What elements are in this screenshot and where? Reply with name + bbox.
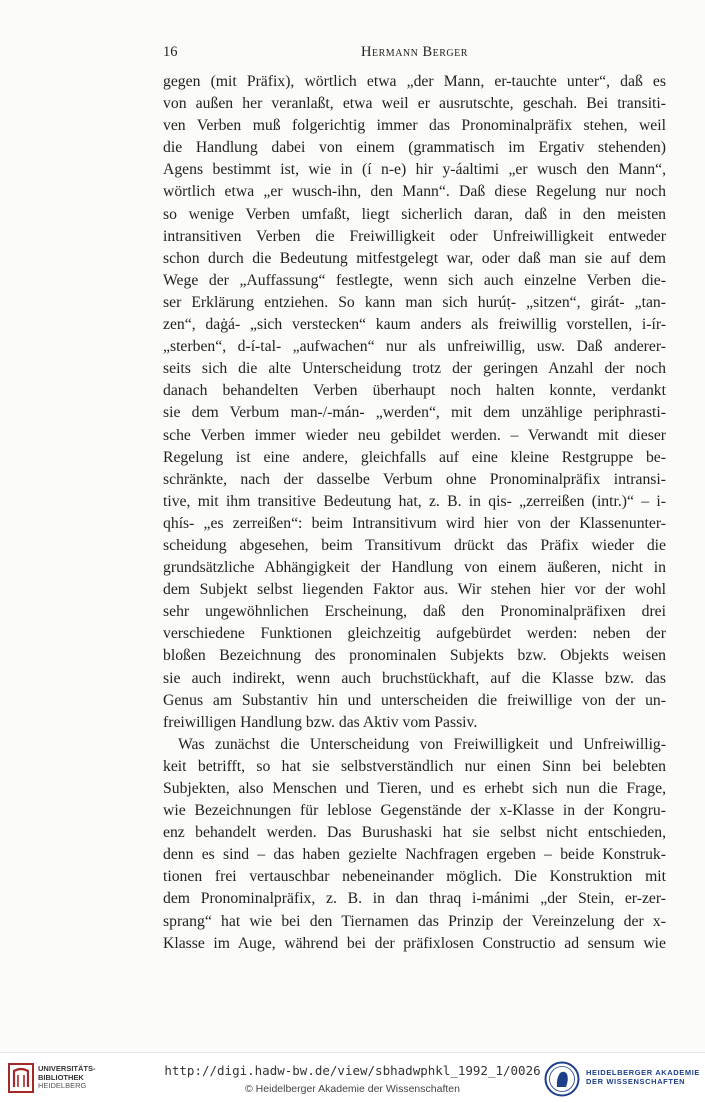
text-line: sie auch indirekt, wenn auch bruchstückhaft, auf die Klasse bzw. das [163, 669, 666, 687]
footer [0, 1053, 705, 1103]
text-line: tive, mit ihm transitive Bedeutung hat, z. B. in qis- „zerreißen (intr.)“ – i- [163, 492, 666, 510]
text-line: sie dem Verbum man-/-mán- „werden“, mit dem unzählige periphrasti- [163, 404, 666, 422]
academy-seal-icon[interactable] [544, 1061, 580, 1097]
page-number: 16 [163, 44, 178, 60]
paragraph-last-line: freiwilligen Handlung bzw. das Aktiv vom Passiv. [163, 713, 478, 731]
text-line: „sterben“, d-í-tal- „aufwachen“ nur als unfreiwillig, usw. Daß anderer- [163, 338, 666, 356]
text-line: dem Subjekt selbst liegenden Faktor aus. Wir stehen hier vor der wohl [163, 581, 666, 599]
text-line: Regelung ist eine andere, gleichfalls auf eine kleine Restgruppe be- [163, 448, 666, 466]
university-library-label: UNIVERSITÄTS- BIBLIOTHEK HEIDELBERG [38, 1064, 96, 1091]
academy-label: HEIDELBERGER AKADEMIE DER WISSENSCHAFTEN [586, 1068, 700, 1086]
text-line: Genus am Substantiv hin und unterscheiden die freiwillige von der un- [163, 691, 666, 709]
text-line: wörtlich etwa „er wusch-ihn, den Mann“. Daß diese Regelung nur noch [163, 183, 666, 201]
text-line: verschiedene Funktionen gleichzeitig aufgebürdet werden: neben der [163, 625, 666, 643]
text-line: Subjekten, also Menschen und Tieren, und es erhebt sich nun die Frage, [163, 780, 666, 797]
text-line: enz behandelt werden. Das Burushaski hat sie selbst nicht entschieden, [163, 824, 666, 842]
source-url-link[interactable]: http://digi.hadw-bw.de/view/sbhadwphkl_1992_1/0026 [164, 1063, 541, 1078]
text-line: ven Verben muß folgerichtig immer das Pronominalpräfix stehen, weil [163, 117, 666, 135]
text-line: schon durch die Bedeutung mitfestgelegt war, oder daß man sie auf dem [163, 249, 666, 267]
text-line: sche Verben immer wieder neu gebildet werden. – Verwandt mit dieser [163, 426, 666, 444]
copyright-notice: © Heidelberger Akademie der Wissenschaften [245, 1083, 460, 1095]
text-line: bloßen Bezeichnung des pronominalen Subjekts bzw. Objekts weisen [163, 647, 666, 665]
text-line: sehr ungewöhnlichen Erscheinung, daß den Pronominalpräfixen drei [163, 603, 666, 621]
body-text [163, 71, 666, 955]
text-line: intransitiven Verben die Freiwilligkeit oder Unfreiwilligkeit entweder [163, 227, 666, 245]
text-line: qhís- „es zerreißen“: beim Intransitivum wird hier von der Klassenunter- [163, 514, 666, 532]
text-line: von außen her veranlaßt, etwa weil er ausrutschte, geschah. Bei transiti- [163, 95, 666, 113]
text-line: seits sich die alte Unterscheidung trotz der geringen Anzahl der noch [163, 360, 666, 378]
text-line: Agens bestimmt ist, wie in (í n-e) hir y-áaltimi „er wusch den Mann“, [163, 161, 666, 179]
page-header [163, 44, 666, 62]
text-line: danach behandelten Verben überhaupt noch halten konnte, verdankt [163, 382, 666, 400]
text-line: ser Erklärung entziehen. So kann man sich hurúṭ- „sitzen“, girát- „tan- [163, 293, 666, 311]
text-line: gegen (mit Präfix), wörtlich etwa „der Mann, er-tauchte unter“, daß es [163, 73, 666, 90]
running-head: Hermann Berger [361, 44, 468, 60]
text-line: die Handlung dabei von einem (grammatisch im Ergativ stehenden) [163, 139, 666, 157]
text-line: zen“, daġá- „sich verstecken“ kaum anders als freiwillig vorstellen, i-ír- [163, 316, 666, 334]
text-line: dem Pronominalpräfix, z. B. in dan thraq i-mánimi „der Stein, er-zer- [163, 890, 666, 908]
text-line: schränkte, nach der dasselbe Verbum ohne Pronominalpräfix intransi- [163, 470, 666, 488]
text-line: wie Bezeichnungen für leblose Gegenstände der x-Klasse in der Kongru- [163, 802, 666, 820]
paragraph-first-line: Was zunächst die Unterscheidung von Freiwilligkeit und Unfreiwillig- [178, 735, 666, 753]
text-line: scheidung abgesehen, beim Transitivum drückt das Präfix wieder die [163, 536, 666, 554]
text-line: Klasse im Auge, während bei der präfixlosen Constructio ad sensum wie [163, 934, 666, 952]
text-line: keit betrifft, so hat sie selbstverständlich nur einen Sinn bei belebten [163, 757, 666, 775]
text-line: sprang“ hat wie bei den Tiernamen das Prinzip der Vereinzelung der x- [163, 912, 666, 930]
text-line: grundsätzliche Abhängigkeit der Handlung von einem äußeren, nicht in [163, 559, 666, 577]
text-line: tionen frei vertauschbar nebeneinander möglich. Die Konstruktion mit [163, 868, 666, 886]
text-line: denn es sind – das haben gezielte Nachfragen ergeben – beide Konstruk- [163, 846, 666, 864]
text-line: so wenige Verben umfaßt, liegt sicherlich daran, daß in den meisten [163, 205, 666, 223]
text-line: Wege der „Auffassung“ festlegte, wenn sich auch einzelne Verben die- [163, 271, 666, 289]
